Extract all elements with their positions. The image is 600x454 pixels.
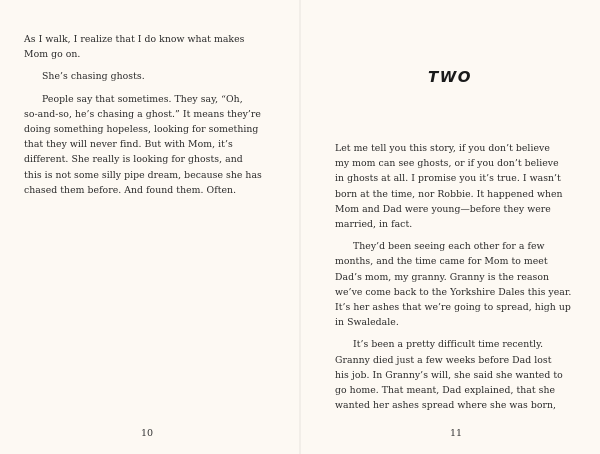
- paragraph: People say that sometimes. They say, “Oh, so-and-so, he’s chasing a ghost.” It means they’re doing something hopeless, looking for something that they will never find. But with Mom, it’s different. She really is looking for ghosts, and this is not some silly pipe dream, because she has chased them before. And found them. Often.: [24, 93, 262, 196]
- paragraph: They’d been seeing each other for a few months, and the time came for Mom to meet Dad’s mom, my granny. Granny is the reason we’ve come back to the Yorkshire Dales this year. It’s her ashes that we’re going to spread, high up in Swaledale.: [335, 241, 572, 329]
- left-page-body: [24, 32, 279, 205]
- paragraph: Let me tell you this story, if you don’t believe my mom can see ghosts, or if you don’t believe in ghosts at all. I promise you it’s true. I wasn’t born at the time, nor Robbie. It happened when Mom and Dad were young—before they were married, in fact.: [335, 143, 563, 231]
- right-page-body: [335, 141, 590, 420]
- paragraph: As I walk, I realize that I do know what makes Mom go on.: [24, 34, 245, 61]
- chapter-title: TWO: [427, 68, 473, 86]
- page-number-right: 11: [450, 428, 463, 439]
- paragraph: She’s chasing ghosts.: [42, 71, 145, 83]
- page-number-left: 10: [141, 428, 154, 439]
- paragraph: It’s been a pretty difficult time recently. Granny died just a few weeks before Dad lost his job. In Granny’s will, she said she wanted to go home. That meant, Dad explained, that she wanted her ashes spread where she was born,: [335, 339, 563, 412]
